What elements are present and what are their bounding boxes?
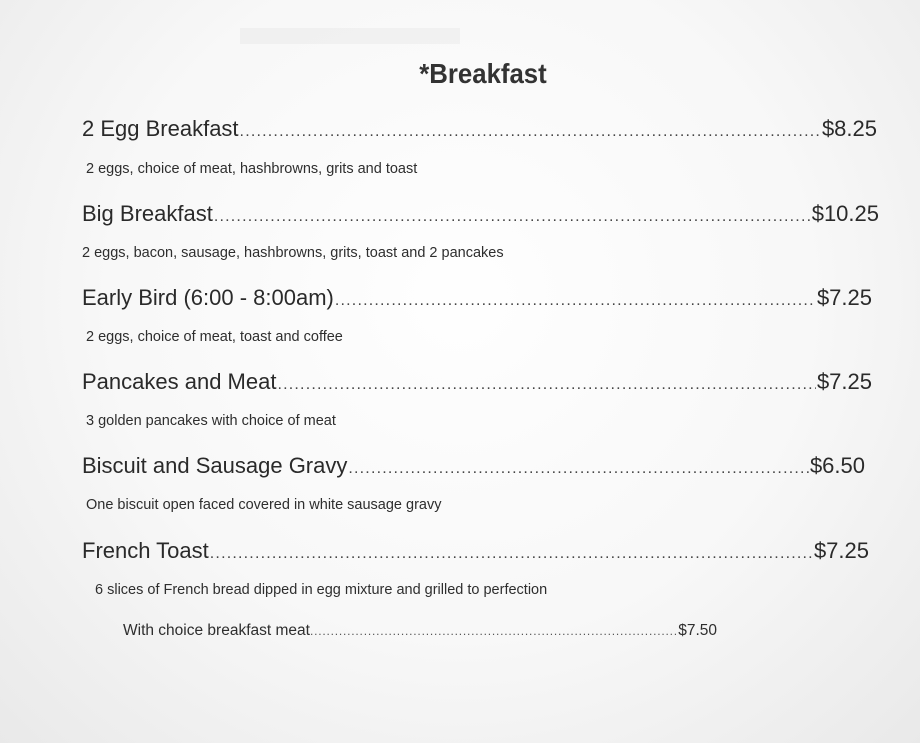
dot-leader xyxy=(348,460,809,478)
menu-item-name: 2 Egg Breakfast xyxy=(82,116,239,141)
dot-leader xyxy=(214,208,811,226)
menu-item-french-toast xyxy=(82,538,869,564)
menu-item-description: 6 slices of French bread dipped in egg mixture and grilled to perfection xyxy=(95,582,548,598)
show-through-text xyxy=(240,28,460,44)
menu-item-big-breakfast xyxy=(82,201,879,227)
menu-item-price: $7.25 xyxy=(816,369,872,394)
menu-item-name: Biscuit and Sausage Gravy xyxy=(82,453,348,478)
dot-leader xyxy=(277,376,815,394)
addon-name: With choice breakfast meat xyxy=(123,622,310,639)
menu-addon-breakfast-meat xyxy=(123,622,717,640)
menu-item-early-bird xyxy=(82,285,872,311)
addon-price: $7.50 xyxy=(678,622,717,639)
dot-leader xyxy=(310,624,678,638)
menu-item-2-egg-breakfast xyxy=(82,116,877,142)
menu-item-name: French Toast xyxy=(82,538,209,563)
menu-item-price: $8.25 xyxy=(821,116,877,141)
menu-item-name: Big Breakfast xyxy=(82,201,213,226)
menu-item-description: 2 eggs, choice of meat, hashbrowns, grits and toast xyxy=(86,161,418,177)
menu-section-title: *Breakfast xyxy=(419,58,547,89)
menu-item-biscuit-and-sausage-gravy xyxy=(82,453,865,479)
menu-item-price: $7.25 xyxy=(813,538,869,563)
menu-item-description: 2 eggs, choice of meat, toast and coffee xyxy=(86,329,343,345)
menu-item-price: $7.25 xyxy=(816,285,872,310)
menu-item-name: Early Bird (6:00 - 8:00am) xyxy=(82,285,334,310)
menu-item-description: One biscuit open faced covered in white sausage gravy xyxy=(86,497,442,513)
dot-leader xyxy=(335,292,816,310)
menu-item-name: Pancakes and Meat xyxy=(82,369,277,394)
menu-item-price: $10.25 xyxy=(811,201,879,226)
menu-item-description: 2 eggs, bacon, sausage, hashbrowns, grits, toast and 2 pancakes xyxy=(82,245,504,261)
menu-item-pancakes-and-meat xyxy=(82,369,872,395)
dot-leader xyxy=(210,545,813,563)
menu-item-price: $6.50 xyxy=(809,453,865,478)
dot-leader xyxy=(240,123,821,141)
menu-item-description: 3 golden pancakes with choice of meat xyxy=(86,413,336,429)
